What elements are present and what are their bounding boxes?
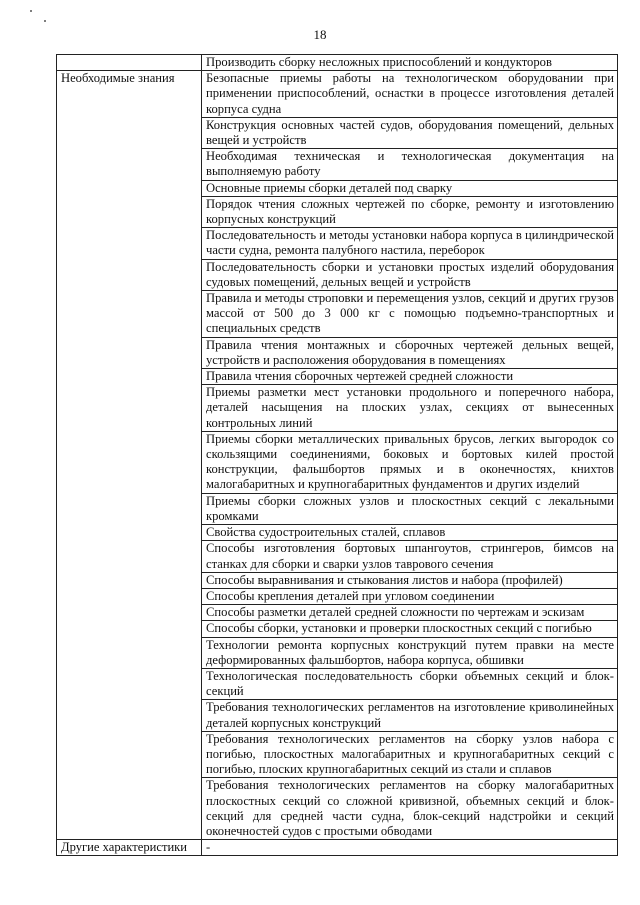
knowledge-label: Необходимые знания	[57, 71, 202, 840]
knowledge-item: Порядок чтения сложных чертежей по сборке, ремонту и изготовлению корпусных конструкций	[202, 196, 618, 227]
qualification-table-body	[57, 55, 618, 856]
knowledge-item: Правила чтения сборочных чертежей средней сложности	[202, 369, 618, 385]
skills-tail-cell: Производить сборку несложных приспособлений и кондукторов	[202, 55, 618, 71]
knowledge-item: Способы разметки деталей средней сложности по чертежам и эскизам	[202, 605, 618, 621]
knowledge-item: Приемы сборки металлических привальных брусов, легких выгородок со скользящими соединениями, боковых и бортовых килей простой конструкции, фальшбортов прямых и в оконечностях, книхтов малогабаритных и крупногабаритных фундаментов и других изделий	[202, 431, 618, 493]
other-characteristics-value: -	[202, 840, 618, 856]
knowledge-item: Последовательность сборки и установки простых изделий оборудования судовых помещений, дельных вещей и устройств	[202, 259, 618, 290]
table-row-other	[57, 840, 618, 856]
knowledge-item: Требования технологических регламентов на сборку малогабаритных плоскостных секций со сложной кривизной, объемных секций и блок-секций для средней части судна, блок-секций надстройки и секций оконечностей судов с простыми обводами	[202, 778, 618, 840]
scan-specks	[30, 8, 50, 28]
knowledge-item: Свойства судостроительных сталей, сплавов	[202, 525, 618, 541]
knowledge-item: Конструкция основных частей судов, оборудования помещений, дельных вещей и устройств	[202, 117, 618, 148]
knowledge-item: Технологии ремонта корпусных конструкций путем правки на месте деформированных фальшбортов, набора корпуса, обшивки	[202, 637, 618, 668]
skills-label-cell	[57, 55, 202, 71]
qualification-table	[56, 54, 618, 856]
knowledge-item: Требования технологических регламентов на изготовление криволинейных деталей корпусных конструкций	[202, 700, 618, 731]
scan-speck	[44, 20, 46, 22]
knowledge-item: Правила чтения монтажных и сборочных чертежей дельных вещей, устройств и расположения оборудования в помещениях	[202, 337, 618, 368]
table-row	[57, 71, 618, 118]
knowledge-item: Необходимая техническая и технологическая документация на выполняемую работу	[202, 149, 618, 180]
knowledge-item: Безопасные приемы работы на технологическом оборудовании при применении приспособлений, оснастки в процессе изготовления деталей корпуса судна	[202, 71, 618, 118]
knowledge-item: Технологическая последовательность сборки объемных секций и блок-секций	[202, 668, 618, 699]
knowledge-item: Способы выравнивания и стыкования листов и набора (профилей)	[202, 572, 618, 588]
page-number: 18	[313, 27, 327, 42]
knowledge-item: Способы крепления деталей при угловом соединении	[202, 588, 618, 604]
knowledge-item: Способы сборки, установки и проверки плоскостных секций с погибью	[202, 621, 618, 637]
knowledge-item: Основные приемы сборки деталей под сварку	[202, 180, 618, 196]
scan-speck	[30, 10, 32, 12]
knowledge-item: Требования технологических регламентов на сборку узлов набора с погибью, плоскостных малогабаритных и крупногабаритных секций с погибью, плоских крупногабаритных секций из стали и сплавов	[202, 731, 618, 778]
knowledge-item: Приемы сборки сложных узлов и плоскостных секций с лекальными кромками	[202, 493, 618, 524]
table-row-skills-tail	[57, 55, 618, 71]
knowledge-item: Способы изготовления бортовых шпангоутов, стрингеров, бимсов на станках для сборки и сварки узлов таврового сечения	[202, 541, 618, 572]
knowledge-item: Приемы разметки мест установки продольного и поперечного набора, деталей насыщения на плоских узлах, секциях от вынесенных контрольных линий	[202, 385, 618, 432]
knowledge-item: Правила и методы строповки и перемещения узлов, секций и других грузов массой от 500 до 3 000 кг с помощью подъемно-транспортных и специальных средств	[202, 291, 618, 338]
other-characteristics-label: Другие характеристики	[57, 840, 202, 856]
knowledge-item: Последовательность и методы установки набора корпуса в цилиндрической части судна, ремонта палубного настила, переборок	[202, 228, 618, 259]
